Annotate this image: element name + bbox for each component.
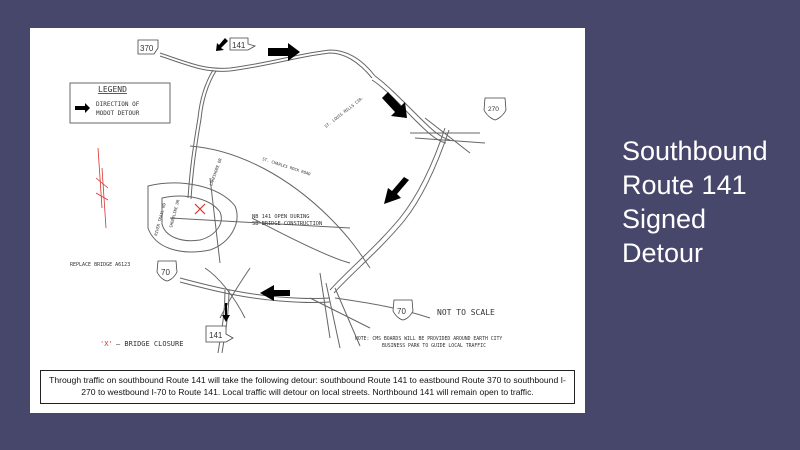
route-141-bottom-shield xyxy=(206,326,233,342)
legend-box xyxy=(70,83,170,123)
road-label-lakeshore: LAKESHORE DR xyxy=(208,157,223,187)
road-label-st-louis-mills: ST. LOUIS MILLS CIR. xyxy=(323,95,365,129)
replace-bridge-label: REPLACE BRIDGE A6123 xyxy=(70,262,131,268)
route-370-road xyxy=(160,50,375,76)
title-line-1: Southbound xyxy=(622,136,768,166)
detour-arrow-2 xyxy=(382,92,407,118)
route-270-shield xyxy=(484,98,506,120)
nb-open-line-2: SB BRIDGE CONSTRUCTION xyxy=(252,221,323,227)
route-141-road xyxy=(188,70,213,198)
route-141-top-label: 141 xyxy=(232,41,246,50)
caption-text: Through traffic on southbound Route 141 will take the following detour: southbound Route 141 to eastbound Route 370 to southbound I-270 to westbound I-70 to Route 141. Local traffic will detour on local streets. Northbound 141 will remain open to traffic. xyxy=(49,375,566,397)
caption-box xyxy=(40,370,575,404)
note-line-2: BUSINESS PARK TO GUIDE LOCAL TRAFFIC xyxy=(382,344,486,349)
route-70-right-shield xyxy=(393,300,413,320)
road-label-shoreline: SHORELINE DR xyxy=(168,199,181,229)
legend-line-1: DIRECTION OF xyxy=(96,101,140,108)
title-line-3: Signed xyxy=(622,204,707,234)
bridge-closure-label: – BRIDGE CLOSURE xyxy=(116,340,184,348)
slide-title xyxy=(622,134,792,270)
legend-line-2: MODOT DETOUR xyxy=(96,110,140,117)
title-line-4: Detour xyxy=(622,238,704,268)
detour-map xyxy=(30,28,585,413)
route-370-label: 370 xyxy=(140,44,154,53)
road-network xyxy=(148,50,485,353)
detour-map-image xyxy=(30,28,585,413)
detour-arrows xyxy=(216,38,409,322)
route-141-bottom-label: 141 xyxy=(209,331,223,340)
river-marks xyxy=(96,148,108,228)
route-141-top-shield xyxy=(230,38,255,50)
title-line-2: Route 141 xyxy=(622,170,747,200)
route-70-right-label: 70 xyxy=(397,307,406,316)
route-70-left-shield xyxy=(157,261,177,281)
nb-open-line-1: NB 141 OPEN DURING xyxy=(252,214,310,220)
route-270-road xyxy=(330,128,445,290)
route-370-shield xyxy=(138,40,158,54)
detour-arrow-3 xyxy=(384,177,409,204)
route-270-label: 270 xyxy=(488,106,499,113)
bridge-closure-x xyxy=(195,204,205,214)
detour-arrow-4 xyxy=(260,285,290,301)
legend-title: LEGEND xyxy=(98,85,127,94)
road-label-river-trail: RIVER TRAIL RD xyxy=(153,202,167,237)
route-70-left-label: 70 xyxy=(161,268,170,277)
detour-arrow-top-small xyxy=(216,38,228,51)
note-line-1: NOTE: CMS BOARDS WILL BE PROVIDED AROUND EARTH CITY xyxy=(355,337,503,342)
not-to-scale-label: NOT TO SCALE xyxy=(437,308,495,317)
road-label-st-charles-rock: ST. CHARLES ROCK ROAD xyxy=(261,156,312,177)
bridge-x-symbol: 'X' xyxy=(100,340,113,348)
